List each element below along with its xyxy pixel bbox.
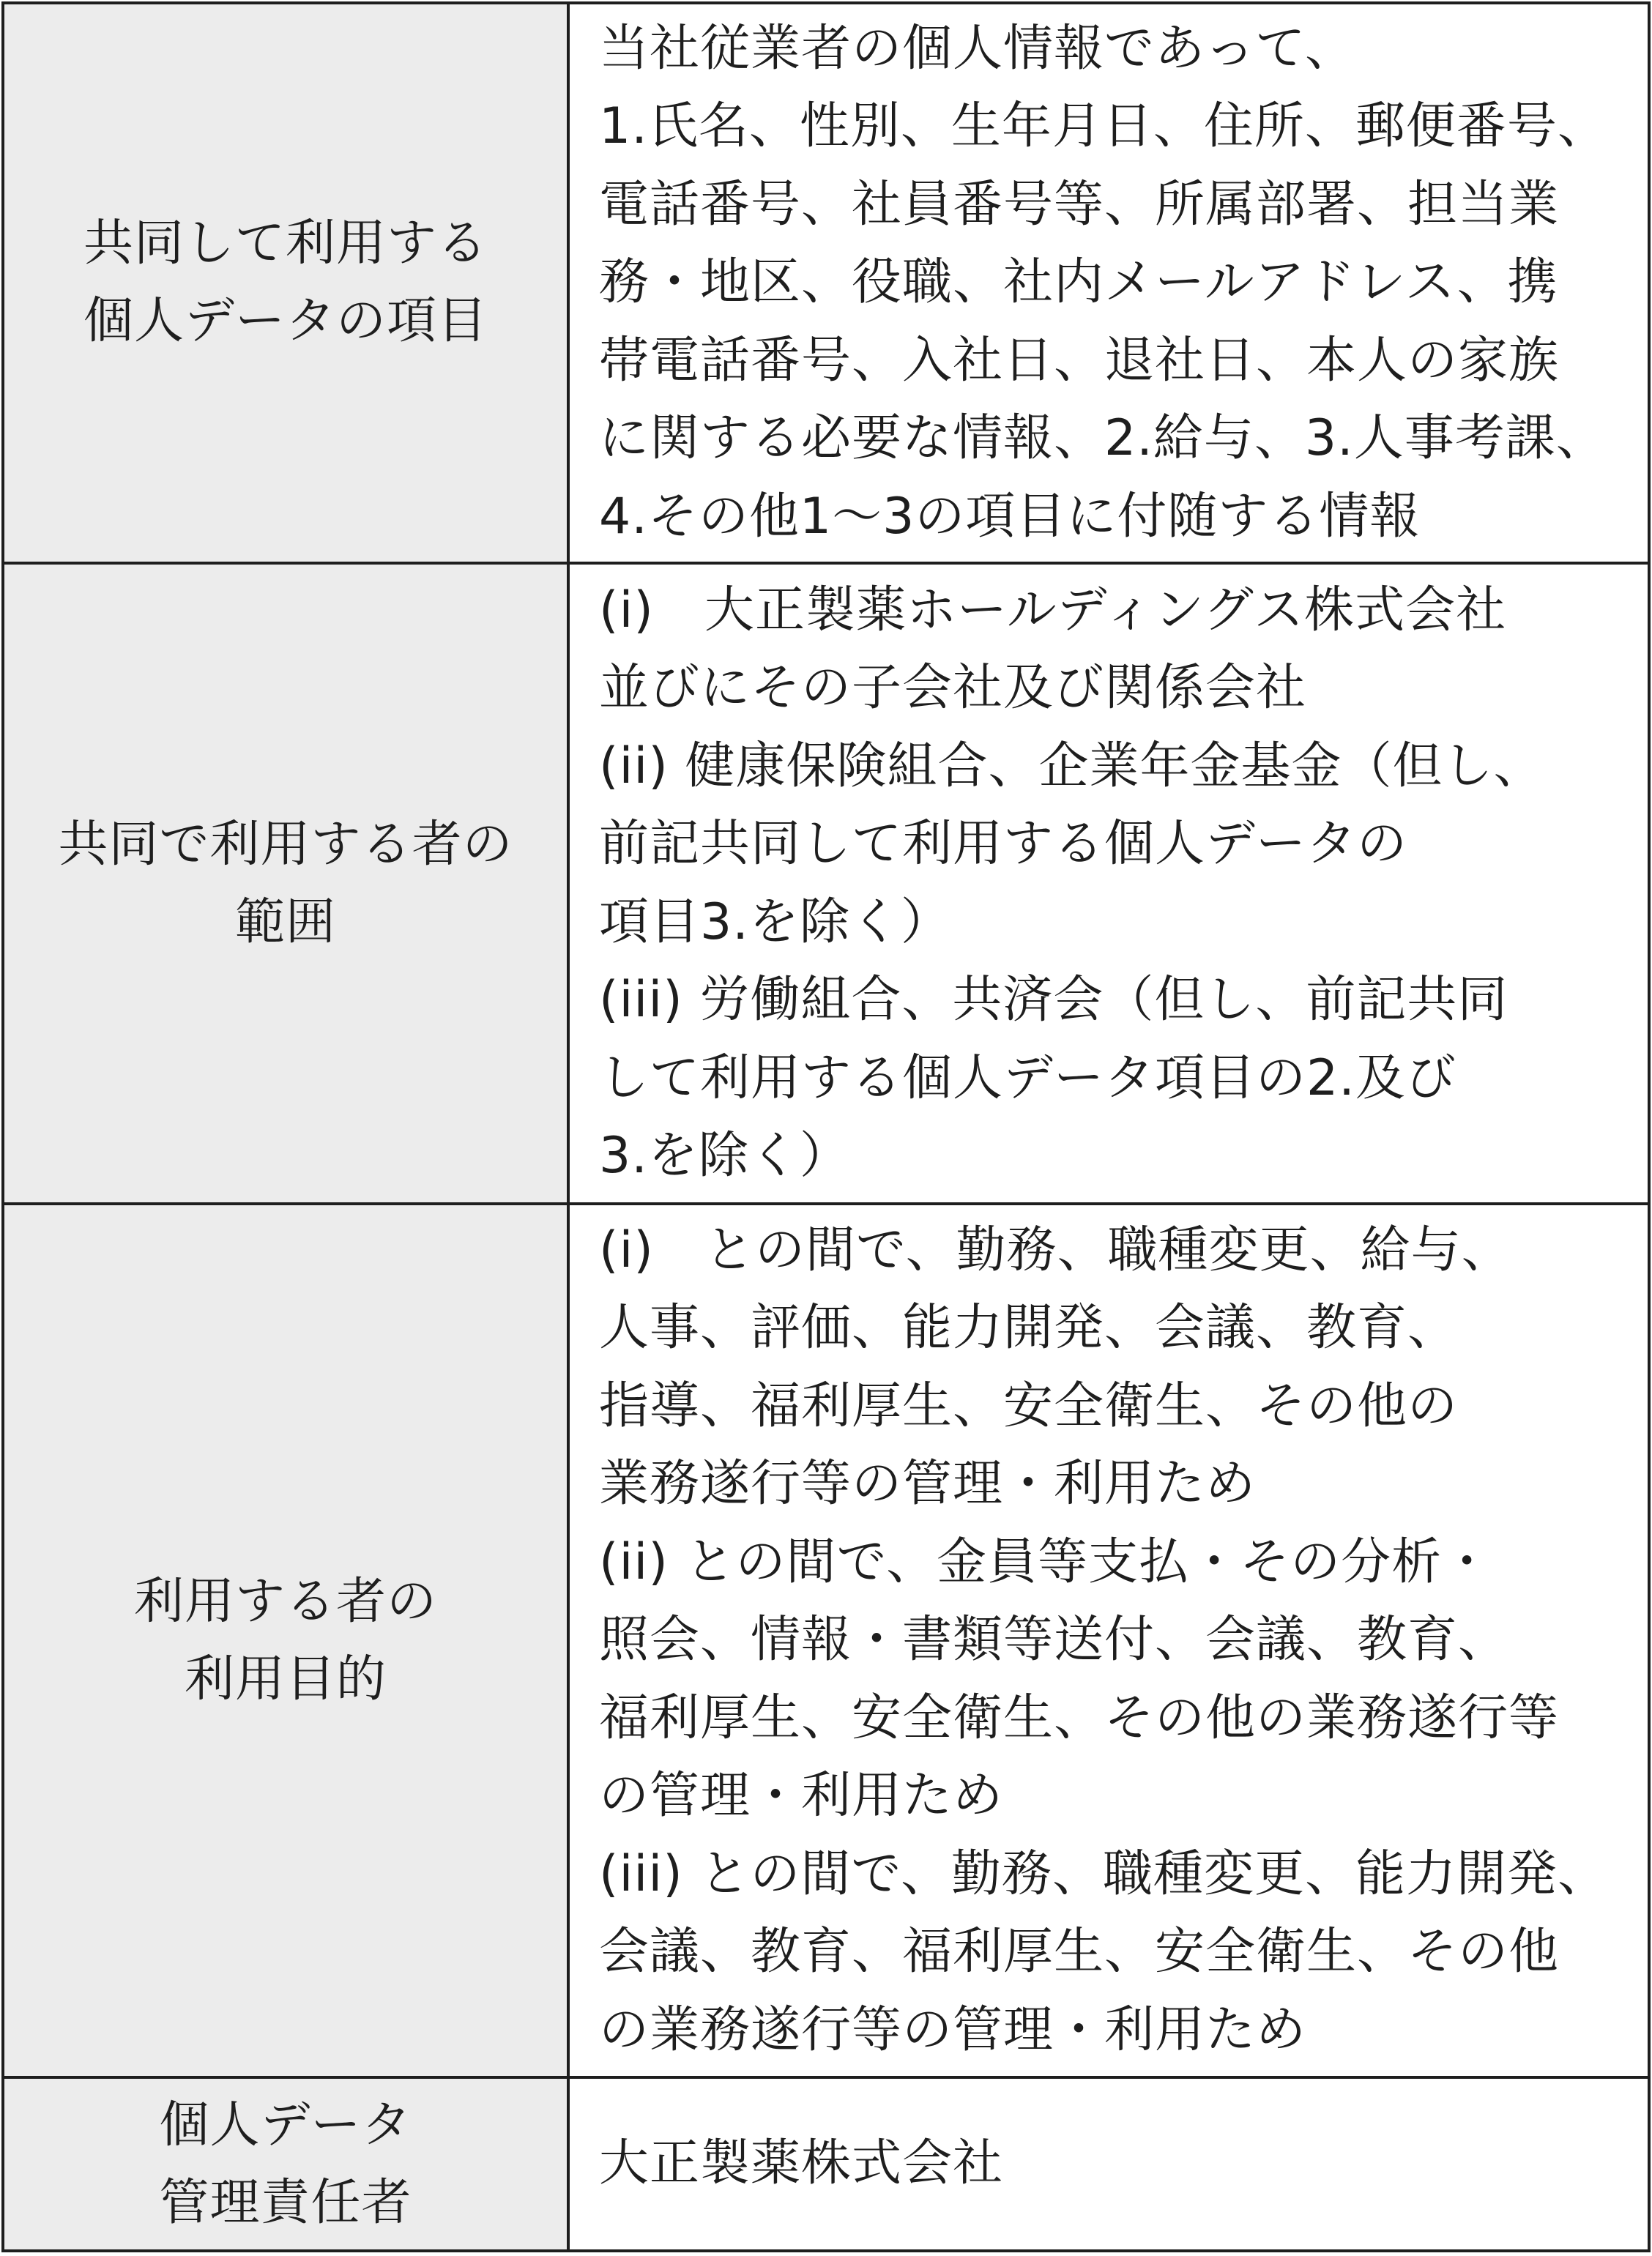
value-line: の管理・利用ため xyxy=(599,1767,1004,1825)
value-line: 4.その他1〜3の項目に付随する情報 xyxy=(599,487,1421,546)
value-line: の業務遂行等の管理・利用ため xyxy=(599,2000,1307,2059)
value-line: 帯電話番号、入社日、退社日、本人の家族 xyxy=(599,331,1560,390)
row-value-cell xyxy=(568,3,1649,563)
value-line: 業務遂行等の管理・利用ため xyxy=(599,1455,1257,1514)
value-line: 照会、情報・書類等送付、会議、教育、 xyxy=(599,1611,1509,1669)
table-row xyxy=(3,563,1649,1204)
value-line: 3.を除く） xyxy=(599,1127,850,1185)
row-label: 共同で利用する者の 範囲 xyxy=(58,815,513,951)
value-line: 大正製薬株式会社 xyxy=(599,2134,1004,2193)
row-value-cell xyxy=(568,1204,1649,2077)
row-value-cell xyxy=(568,563,1649,1204)
table-row xyxy=(3,1204,1649,2077)
value-line: (i) 大正製薬ホールディングス株式会社 xyxy=(599,581,1507,639)
row-value-cell xyxy=(568,2077,1649,2251)
value-line: に関する必要な情報、2.給与、3.人事考課、 xyxy=(599,409,1607,468)
value-line: 人事、評価、能力開発、会議、教育、 xyxy=(599,1299,1459,1358)
value-line: (ii) との間で、金員等支払・その分析・ xyxy=(599,1533,1493,1591)
value-line: (i) との間で、勤務、職種変更、給与、 xyxy=(599,1221,1512,1279)
value-line: (ii) 健康保険組合、企業年金基金（但し、 xyxy=(599,737,1544,795)
row-label-cell xyxy=(3,563,568,1204)
table-row xyxy=(3,3,1649,563)
value-line: (iii) との間で、勤務、職種変更、能力開発、 xyxy=(599,1844,1608,1903)
value-line: 指導、福利厚生、安全衛生、その他の xyxy=(599,1377,1459,1435)
row-label: 共同して利用する 個人データの項目 xyxy=(83,215,488,351)
value-line: 項目3.を除く） xyxy=(599,893,951,951)
value-line: 並びにその子会社及び関係会社 xyxy=(599,659,1307,718)
value-line: 電話番号、社員番号等、所属部署、担当業 xyxy=(599,175,1560,234)
value-line: 前記共同して利用する個人データの xyxy=(599,815,1408,874)
table-row xyxy=(3,2077,1649,2251)
row-label-cell xyxy=(3,1204,568,2077)
value-line: 1.氏名、性別、生年月日、住所、郵便番号、 xyxy=(599,97,1608,156)
joint-use-table xyxy=(1,1,1651,2252)
value-line: 福利厚生、安全衛生、その他の業務遂行等 xyxy=(599,1689,1560,1747)
value-line: (iii) 労働組合、共済会（但し、前記共同 xyxy=(599,971,1508,1030)
value-line: 当社従業者の個人情報であって、 xyxy=(599,19,1355,78)
value-line: して利用する個人データ項目の2.及び xyxy=(599,1049,1456,1107)
row-label-cell xyxy=(3,3,568,563)
row-label-cell xyxy=(3,2077,568,2251)
row-label: 個人データ 管理責任者 xyxy=(159,2096,412,2232)
value-line: 務・地区、役職、社内メールアドレス、携 xyxy=(599,253,1558,312)
row-label: 利用する者の 利用目的 xyxy=(133,1572,437,1708)
value-line: 会議、教育、福利厚生、安全衛生、その他 xyxy=(599,1923,1560,1981)
